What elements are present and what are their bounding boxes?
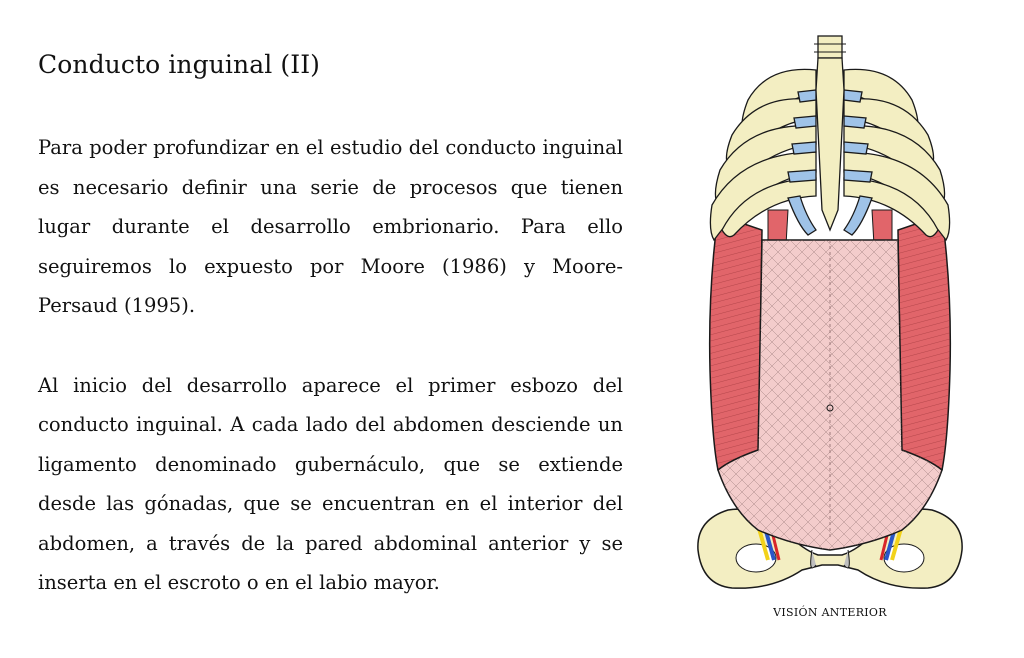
paragraph-intro: Para poder profundizar en el estudio del conducto inguinal es necesario definir una serie de procesos que tienen lugar durante el desarrollo embrionario. Para ello seguiremos lo expuesto por Moore (1986) y Moore-Persaud (1995). — [38, 136, 623, 317]
page-title: Conducto inguinal (II) — [38, 50, 321, 79]
abdominal-wall-drawing — [688, 30, 972, 600]
sternum — [814, 36, 846, 230]
figure-caption: VISIÓN ANTERIOR — [773, 606, 887, 619]
anatomy-illustration — [688, 30, 972, 600]
paragraph-development: Al inicio del desarrollo aparece el primer esbozo del conducto inguinal. A cada lado del abdomen desciende un ligamento denominado gubernáculo, que se extiende desde las gónadas, que se encuentran en el interior del abdomen, a través de la pared abdominal anterior y se inserta en el escroto o en el labio mayor. — [38, 373, 623, 594]
text-column — [38, 128, 623, 603]
